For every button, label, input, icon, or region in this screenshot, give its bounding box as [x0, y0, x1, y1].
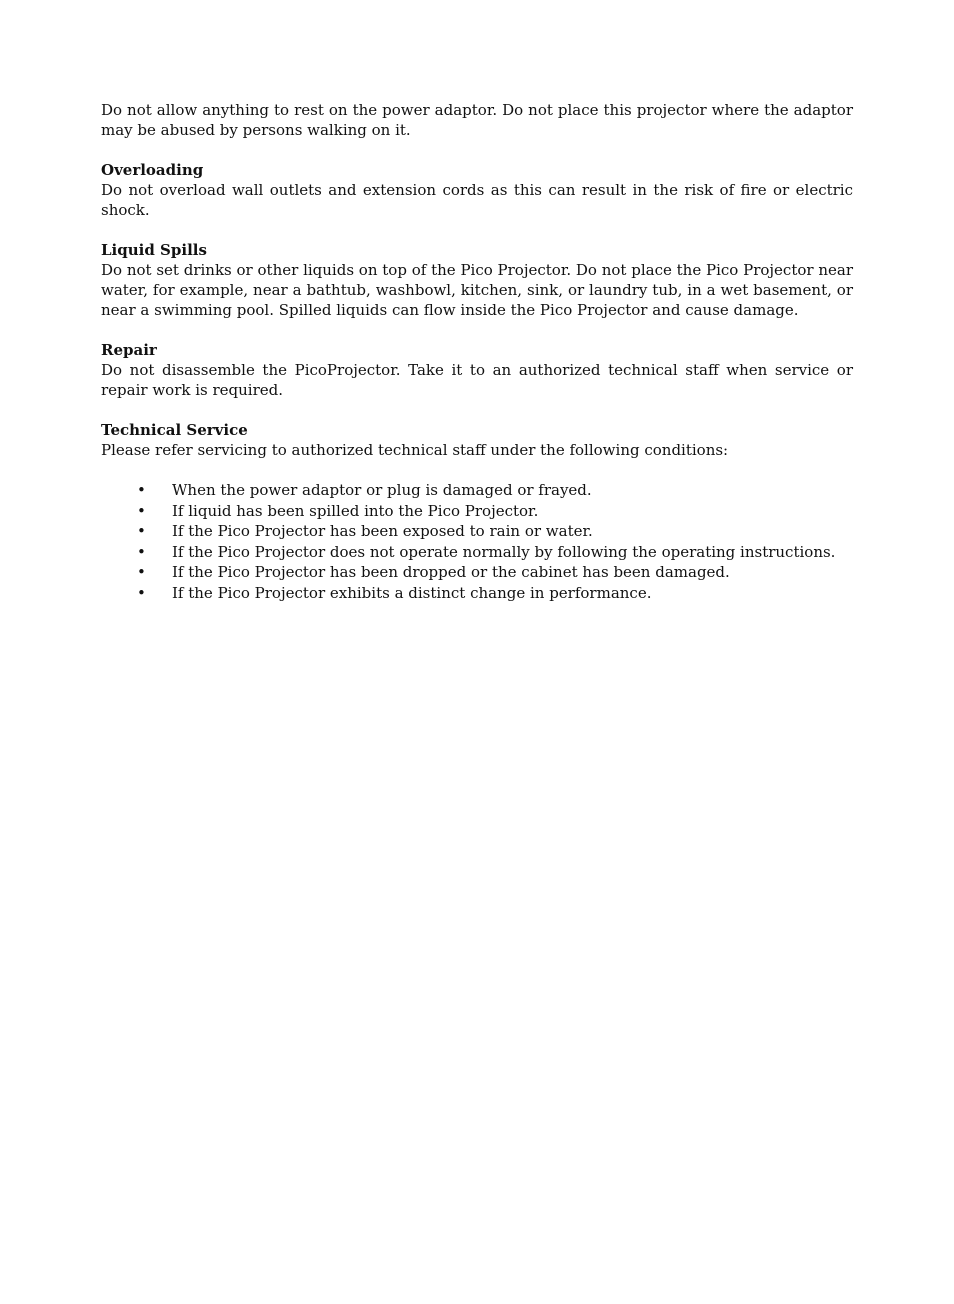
- section-heading-overloading: Overloading: [101, 161, 204, 179]
- document-page: [101, 100, 853, 603]
- section-body-liquid-spills: Do not set drinks or other liquids on top of the Pico Projector. Do not place the Pico Projector near water, for example, near a bathtub, washbowl, kitchen, sink, or laundry tub, in a wet basement, or near a swimming pool. Spilled liquids can flow inside the Pico Projector and cause damage.: [101, 261, 853, 319]
- bullet-icon: •: [137, 501, 146, 520]
- list-item-text: When the power adaptor or plug is damaged or frayed.: [172, 481, 592, 499]
- bullet-icon: •: [137, 583, 146, 602]
- list-item-text: If the Pico Projector does not operate normally by following the operating instructions.: [172, 542, 836, 561]
- section-repair: [101, 340, 853, 400]
- section-body-overloading: Do not overload wall outlets and extension cords as this can result in the risk of fire or electric shock.: [101, 181, 853, 219]
- bullet-icon: •: [137, 542, 146, 561]
- list-item: [101, 501, 853, 522]
- list-item-text: If the Pico Projector has been exposed to rain or water.: [172, 522, 593, 540]
- list-item: [101, 480, 853, 501]
- section-liquid-spills: [101, 240, 853, 320]
- bullet-icon: •: [137, 522, 146, 540]
- section-heading-liquid-spills: Liquid Spills: [101, 241, 207, 259]
- list-item-text: If the Pico Projector has been dropped or the cabinet has been damaged.: [172, 563, 730, 581]
- list-item-text: If the Pico Projector exhibits a distinct change in performance.: [172, 583, 652, 602]
- list-item: [101, 583, 853, 604]
- list-item: [101, 542, 853, 563]
- bullet-icon: •: [137, 481, 146, 499]
- list-item-text: If liquid has been spilled into the Pico Projector.: [172, 501, 539, 520]
- section-technical-service: [101, 420, 853, 460]
- service-conditions-list: [101, 480, 853, 603]
- section-body-technical-service: Please refer servicing to authorized technical staff under the following conditions:: [101, 441, 729, 459]
- list-item: [101, 562, 853, 583]
- section-body-repair: Do not disassemble the PicoProjector. Take it to an authorized technical staff when service or repair work is required.: [101, 361, 853, 399]
- section-heading-technical-service: Technical Service: [101, 421, 248, 439]
- list-item: [101, 521, 853, 542]
- section-heading-repair: Repair: [101, 341, 157, 359]
- bullet-icon: •: [137, 563, 146, 581]
- intro-paragraph: Do not allow anything to rest on the power adaptor. Do not place this projector where the adaptor may be abused by persons walking on it.: [101, 101, 853, 139]
- section-overloading: [101, 160, 853, 220]
